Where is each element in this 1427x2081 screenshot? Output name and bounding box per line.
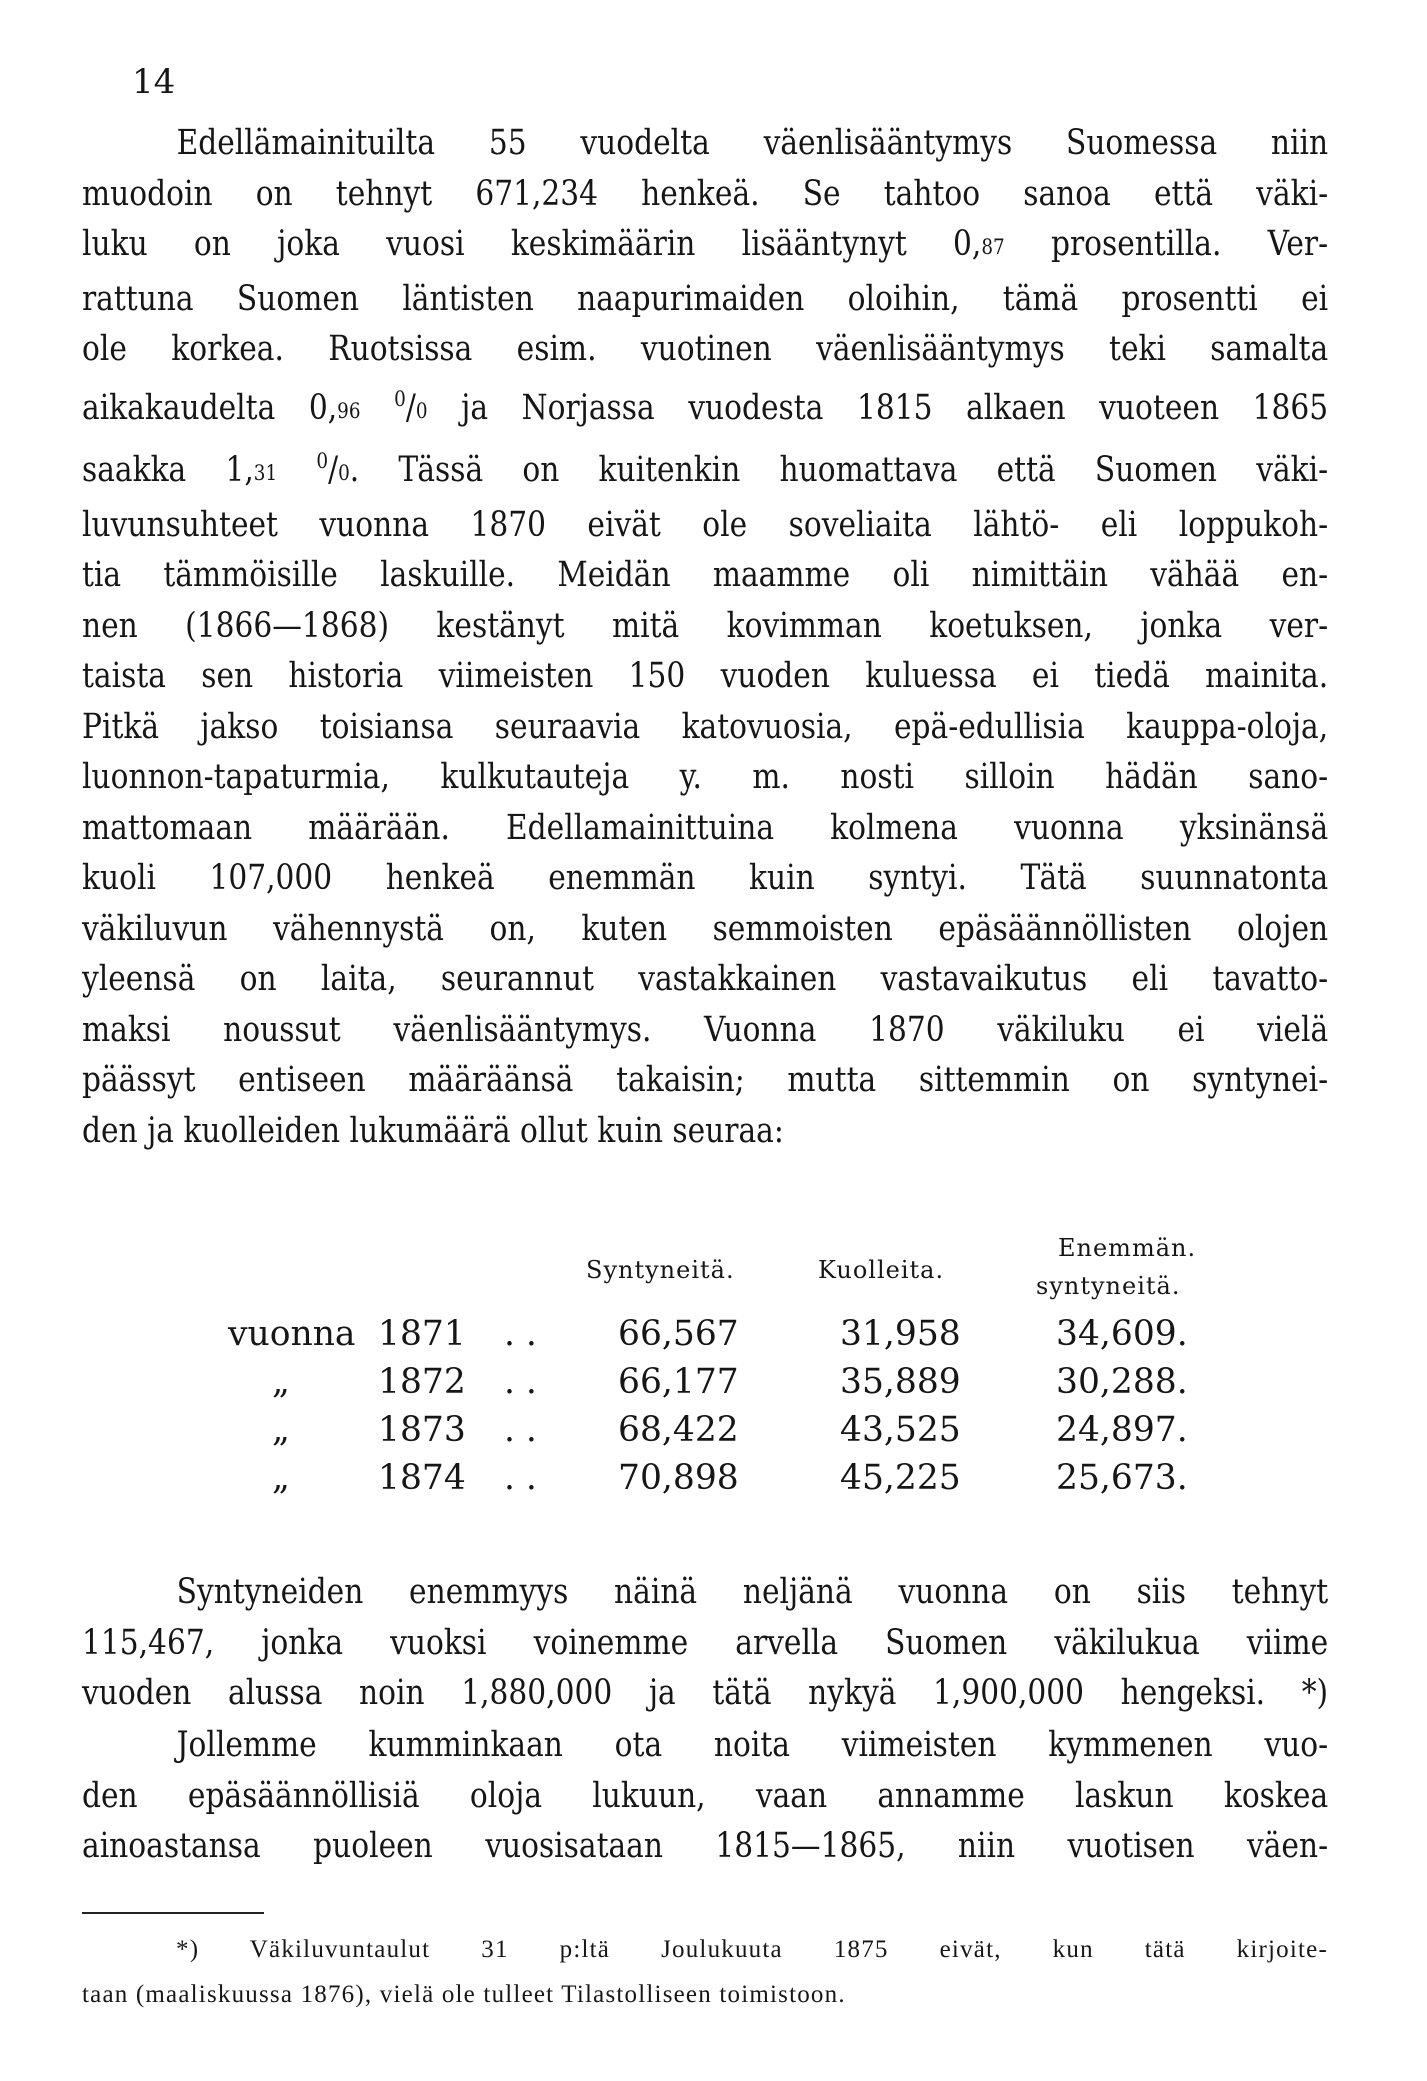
text-line: yleensä on laita, seurannut vastakkainen vastavaikutus eli tavatto- <box>82 959 1329 1000</box>
row-label: „ <box>272 1410 290 1450</box>
row-born: 66,177 <box>618 1362 739 1402</box>
text-line: kuoli 107,000 henkeä enemmän kuin syntyi. Tätä suunnatonta <box>82 858 1329 899</box>
text-line: vuoden alussa noin 1,880,000 ja tätä nykyä 1,900,000 hengeksi. *) <box>82 1673 1329 1713</box>
paragraph-2 <box>82 1567 1328 1719</box>
header-born: Syntyneitä. <box>586 1256 735 1284</box>
row-surplus: 34,609. <box>1056 1314 1188 1354</box>
footnote-divider <box>82 1912 264 1914</box>
footnote <box>82 1927 1328 2017</box>
text-line: den epäsäännöllisiä oloja lukuun, vaan annamme laskun koskea <box>82 1775 1329 1816</box>
text-line: Jollemme kumminkaan ota noita viimeisten kymmenen vuo- <box>176 1725 1329 1765</box>
text-line: saakka 1,31 $^0$/0. Tässä on kuitenkin huomattava että Suomen väki- <box>82 449 1329 490</box>
row-died: 35,889 <box>840 1362 961 1402</box>
text-line: aikakaudelta 0,96 $^0$/0 ja Norjassa vuodesta 1815 alkaen vuoteen 1865 <box>82 386 1329 428</box>
header-surplus-line2: syntyneitä. <box>1036 1272 1181 1300</box>
footnote-line: *) Väkiluvuntaulut 31 p:ltä Joulukuuta 1875 eivät, kun tätä kirjoite- <box>176 1936 1328 1963</box>
text-line: nen (1866—1868) kestänyt mitä kovimman koetuksen, jonka ver- <box>82 605 1329 646</box>
text-line: väkiluvun vähennystä on, kuten semmoisten epäsäännöllisten olojen <box>82 908 1329 949</box>
text-line: maksi noussut väenlisääntymys. Vuonna 1870 väkiluku ei vielä <box>82 1009 1329 1050</box>
row-year: 1874 <box>378 1458 466 1498</box>
text-line: luku on joka vuosi keskimäärin lisääntynyt 0,87 prosentilla. Ver- <box>82 224 1329 264</box>
row-year: 1871 <box>378 1314 466 1354</box>
row-year: 1873 <box>378 1410 466 1450</box>
text-line: taista sen historia viimeisten 150 vuoden kuluessa ei tiedä mainita. <box>82 656 1329 697</box>
text-line: muodoin on tehnyt 671,234 henkeä. Se tahtoo sanoa että väki- <box>82 173 1329 214</box>
row-dots: . . <box>504 1458 537 1498</box>
footnote-line: taan (maaliskuussa 1876), vielä ole tulleet Tilastolliseen toimistoon. <box>82 1981 846 2008</box>
row-label: „ <box>272 1458 290 1498</box>
row-surplus: 25,673. <box>1056 1458 1188 1498</box>
row-surplus: 30,288. <box>1056 1362 1188 1402</box>
text-line: ole korkea. Ruotsissa esim. vuotinen väenlisääntymys teki samalta <box>82 329 1329 370</box>
row-born: 70,898 <box>618 1458 739 1498</box>
row-label: „ <box>272 1362 290 1402</box>
text-line: Pitkä jakso toisiansa seuraavia katovuosia, epä-edullisia kauppa-oloja, <box>82 706 1329 747</box>
paragraph-3 <box>82 1720 1328 1872</box>
text-line: luonnon-tapaturmia, kulkutauteja y. m. nosti silloin hädän sano- <box>82 757 1329 798</box>
text-line: Syntyneiden enemmyys näinä neljänä vuonna on siis tehnyt <box>176 1572 1329 1612</box>
row-label: vuonna <box>228 1314 356 1354</box>
row-born: 66,567 <box>618 1314 739 1354</box>
text-line: päässyt entiseen määräänsä takaisin; mutta sittemmin on syntynei- <box>82 1060 1329 1101</box>
row-born: 68,422 <box>618 1410 739 1450</box>
text-line: Edellämainituilta 55 vuodelta väenlisääntymys Suomessa niin <box>176 123 1329 163</box>
header-died: Kuolleita. <box>818 1256 945 1284</box>
paragraph-1 <box>82 118 1328 1156</box>
header-surplus-line1: Enemmän. <box>1058 1234 1197 1262</box>
text-line: luvunsuhteet vuonna 1870 eivät ole soveliaita lähtö- eli loppukoh- <box>82 504 1329 545</box>
row-dots: . . <box>504 1314 537 1354</box>
row-dots: . . <box>504 1362 537 1402</box>
row-surplus: 24,897. <box>1056 1410 1188 1450</box>
row-died: 45,225 <box>840 1458 961 1498</box>
row-year: 1872 <box>378 1362 466 1402</box>
text-line: den ja kuolleiden lukumäärä ollut kuin seuraa: <box>82 1110 784 1151</box>
row-dots: . . <box>504 1410 537 1450</box>
row-died: 31,958 <box>840 1314 961 1354</box>
text-line: 115,467, jonka vuoksi voinemme arvella Suomen väkilukua viime <box>82 1622 1329 1663</box>
text-line: rattuna Suomen läntisten naapurimaiden oloihin, tämä prosentti ei <box>82 278 1329 319</box>
text-line: ainoastansa puoleen vuosisataan 1815—1865, niin vuotisen väen- <box>82 1826 1329 1866</box>
row-died: 43,525 <box>840 1410 961 1450</box>
text-line: tia tämmöisille laskuille. Meidän maamme oli nimittäin vähää en- <box>82 555 1329 596</box>
text-line: mattomaan määrään. Edellamainittuina kolmena vuonna yksinänsä <box>82 807 1329 848</box>
page-number: 14 <box>132 62 176 102</box>
